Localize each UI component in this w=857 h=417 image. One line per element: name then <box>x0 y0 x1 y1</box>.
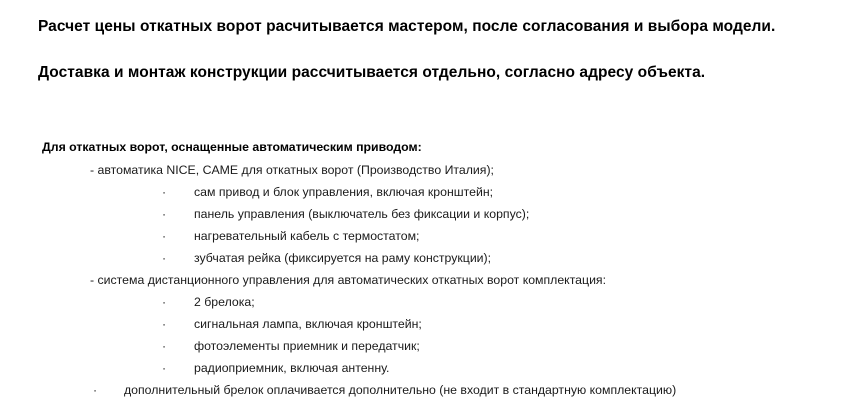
list-item-text: 2 брелока; <box>194 295 255 309</box>
bullet-icon: · <box>162 207 167 221</box>
pricing-heading: Расчет цены откатных ворот расчитывается мастером, после согласования и выбора модели. <box>38 18 776 35</box>
list-item-text: панель управления (выключатель без фиксации и корпус); <box>194 207 530 221</box>
list-item-text: сигнальная лампа, включая кронштейн; <box>194 317 422 331</box>
bullet-icon: · <box>162 339 167 353</box>
note-text: дополнительный брелок оплачивается дополнительно (не входит в стандартную комплектацию) <box>124 383 677 397</box>
delivery-heading: Доставка и монтаж конструкции рассчитывается отдельно, согласно адресу объекта. <box>38 64 706 81</box>
list-item-text: фотоэлементы приемник и передатчик; <box>194 339 420 353</box>
list-item-text: сам привод и блок управления, включая кронштейн; <box>194 185 494 199</box>
bullet-icon: · <box>162 251 167 265</box>
list-item-text: радиоприемник, включая антенну. <box>194 361 390 375</box>
bullet-icon: · <box>162 185 167 199</box>
bullet-icon: · <box>162 361 167 375</box>
group-remote-title: - система дистанционного управления для автоматических откатных ворот комплектация: <box>90 273 607 287</box>
bullet-icon: · <box>162 317 167 331</box>
bullet-icon: · <box>162 229 167 243</box>
bullet-icon: · <box>162 295 167 309</box>
bullet-icon: · <box>93 383 98 397</box>
list-item-text: зубчатая рейка (фиксируется на раму конструкции); <box>194 251 492 265</box>
automation-subheading: Для откатных ворот, оснащенные автоматическим приводом: <box>42 140 422 154</box>
list-item-text: нагревательный кабель с термостатом; <box>194 229 420 243</box>
group-automation-title: - автоматика NICE, CAME для откатных ворот (Производство Италия); <box>90 163 494 177</box>
